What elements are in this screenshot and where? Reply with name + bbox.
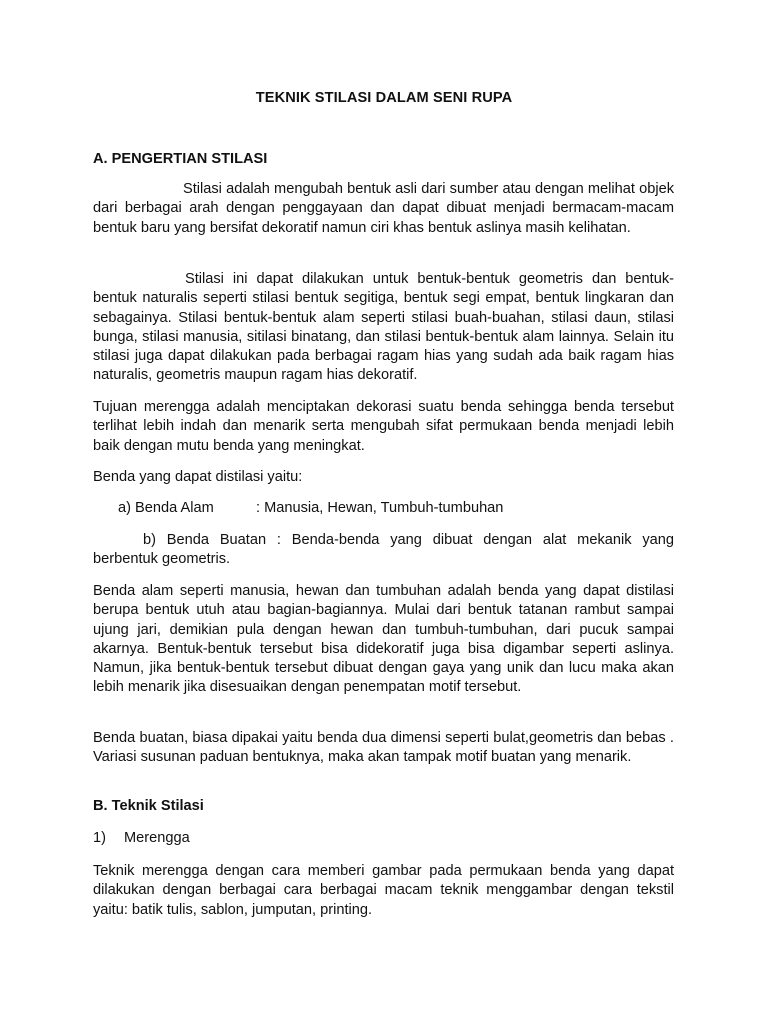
- numbered-item-merengga: [93, 829, 190, 848]
- section-a-paragraph-6: Benda buatan, biasa dipakai yaitu benda dua dimensi seperti bulat,geometris dan bebas . Variasi susunan paduan bentuknya, maka akan tampak motif buatan yang menarik.: [93, 730, 674, 766]
- section-b-heading: B. Teknik Stilasi: [93, 798, 204, 814]
- list-item-label: a) Benda Alam: [118, 500, 214, 516]
- document-title: TEKNIK STILASI DALAM SENI RUPA: [255, 90, 513, 106]
- list-item-value: : Manusia, Hewan, Tumbuh-tumbuhan: [256, 500, 504, 516]
- item-number: 1): [93, 830, 106, 846]
- list-item-benda-buatan: b) Benda Buatan : Benda-benda yang dibuat dengan alat mekanik yang berbentuk geometris.: [93, 532, 674, 568]
- section-a-paragraph-5: Benda alam seperti manusia, hewan dan tumbuhan adalah benda yang dapat distilasi berupa bentuk utuh atau bagian-bagiannya. Mulai dari bentuk tatanan rambut sampai ujung jari, demikian pula dengan hewan dan tumbuh-tumbuhan, dari pucuk sampai akarnya. Bentuk-bentuk tersebut bisa didekoratif juga bisa digambar seperti aslinya. Namun, jika bentuk-bentuk tersebut dibuat dengan gaya yang unik dan lucu maka akan lebih menarik jika disesuaikan dengan penempatan motif tersebut.: [93, 583, 674, 696]
- section-a-paragraph-2: Stilasi ini dapat dilakukan untuk bentuk-bentuk geometris dan bentuk-bentuk naturalis seperti stilasi bentuk segitiga, bentuk segi empat, bentuk lingkaran dan sebagainya. Stilasi bentuk-bentuk alam seperti stilasi buah-buahan, stilasi daun, stilasi bunga, stilasi manusia, sitilasi binatang, dan stilasi bentuk-bentuk alam lainnya. Selain itu stilasi juga dapat dilakukan pada berbagai ragam hias yang sudah ada baik ragam hias naturalis, geometris maupun ragam hias dekoratif.: [93, 271, 674, 384]
- section-a-paragraph-4: Benda yang dapat distilasi yaitu:: [93, 469, 303, 485]
- section-a-paragraph-1: Stilasi adalah mengubah bentuk asli dari sumber atau dengan melihat objek dari berbagai arah dengan penggayaan dan dapat dibuat menjadi bermacam-macam bentuk baru yang bersifat dekoratif namun ciri khas bentuk aslinya masih kelihatan.: [93, 181, 674, 236]
- list-item-benda-alam: [118, 499, 503, 518]
- section-a-heading: A. PENGERTIAN STILASI: [93, 151, 268, 167]
- section-a-paragraph-3: Tujuan merengga adalah menciptakan dekorasi suatu benda sehingga benda tersebut terlihat lebih indah dan menarik serta mengubah sifat permukaan benda menjadi lebih baik dengan mutu benda yang meningkat.: [93, 399, 674, 454]
- section-b-paragraph-1: Teknik merengga dengan cara memberi gambar pada permukaan benda yang dapat dilakukan dengan berbagai cara berbagai macam teknik menggambar dengan tekstil yaitu: batik tulis, sablon, jumputan, printing.: [93, 863, 674, 918]
- item-label: Merengga: [124, 830, 190, 846]
